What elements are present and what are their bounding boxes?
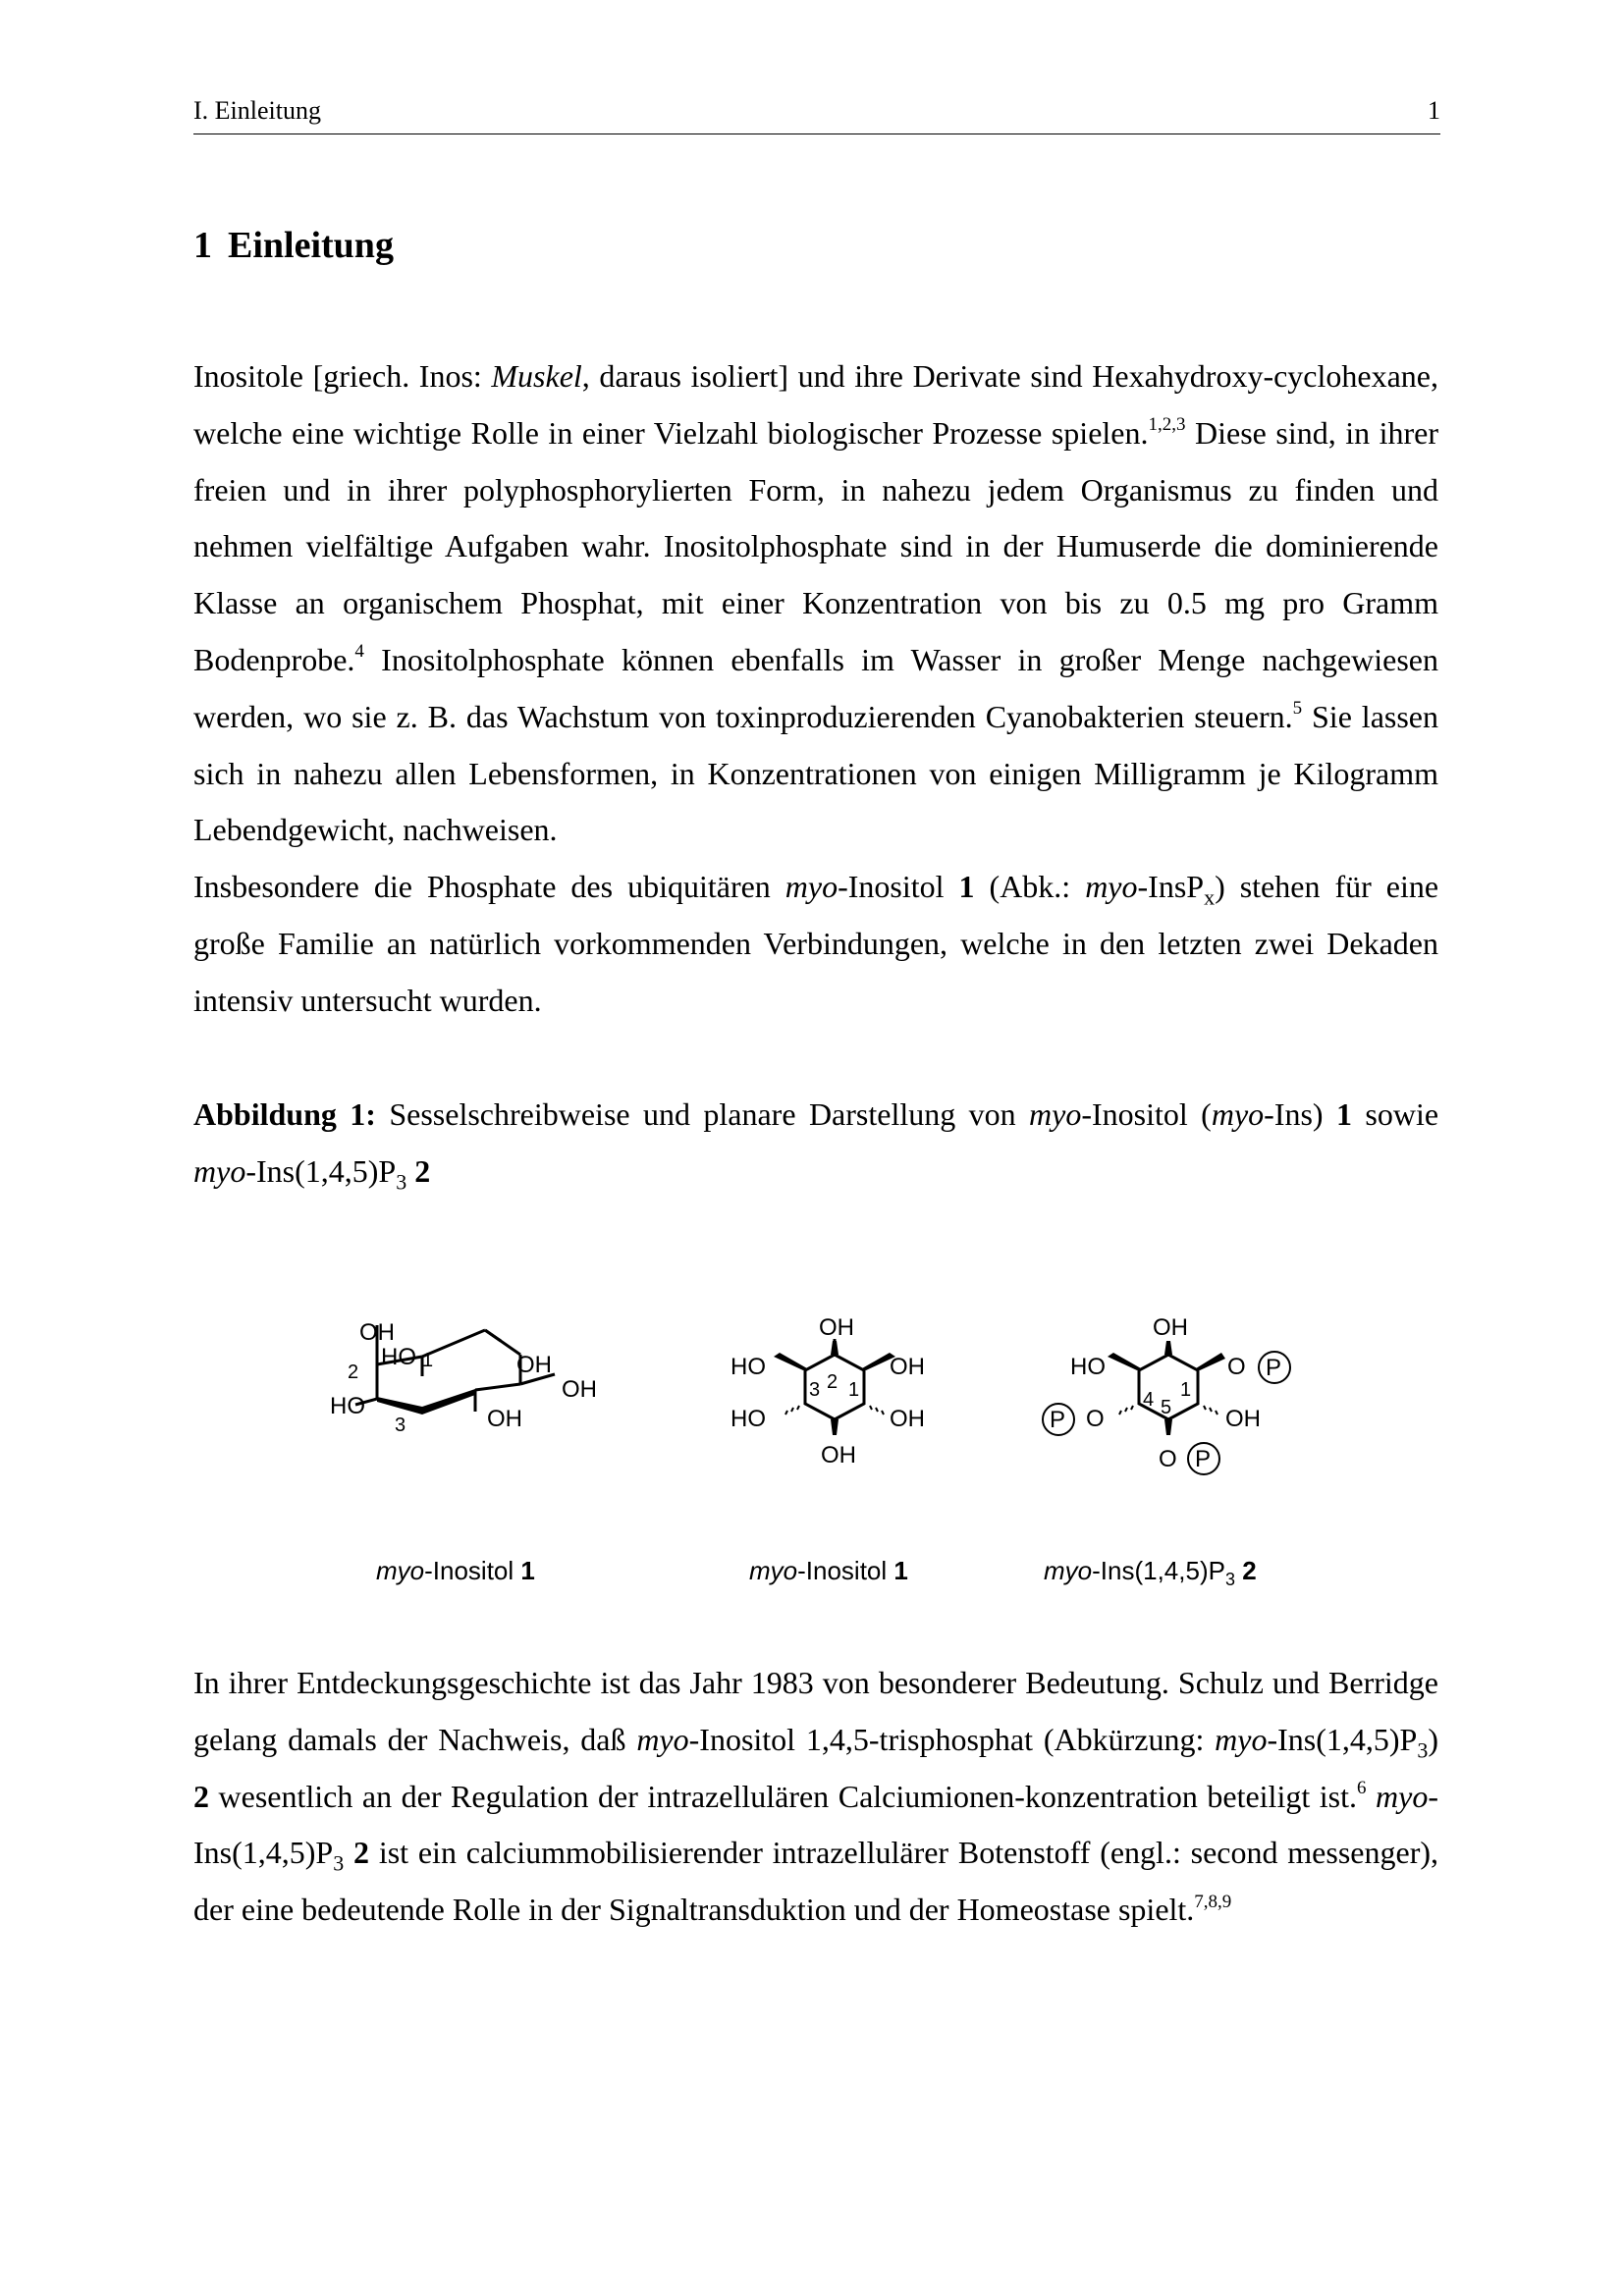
phosphate-p: P — [1050, 1407, 1066, 1433]
text-run: -Ins(1,4,5)P — [245, 1152, 397, 1189]
caption-label: Abbildung 1: — [193, 1096, 376, 1132]
text-run: -Inositol — [838, 869, 959, 904]
text-run: Sie lassen sich in nahezu allen Lebensformen, in Konzentrationen von einigen Milligramm je Kilogramm Lebendgewicht, nachweisen. — [193, 698, 1438, 848]
text-italic: myo — [1215, 1721, 1268, 1757]
atom-o: O — [1086, 1406, 1105, 1432]
text-run: -Inositol — [797, 1556, 894, 1585]
text-run: ) — [1428, 1721, 1438, 1757]
text-run: sowie — [1351, 1096, 1439, 1132]
compound-number: 2 — [414, 1152, 431, 1189]
text-run: Sesselschreibweise und planare Darstellung von — [375, 1096, 1030, 1132]
text-run — [1367, 1779, 1377, 1814]
atom-oh: OH — [890, 1406, 925, 1432]
text-italic: myo — [1029, 1096, 1082, 1132]
trisphosphate-wedge — [1108, 1353, 1141, 1370]
paragraph-myo-inositol — [193, 859, 1438, 1029]
text-run: Inositolphosphate können ebenfalls im Wasser in großer Menge nachgewiesen werden, wo sie z. B. das Wachstum von toxinproduzierenden Cyanobakterien steuern. — [193, 641, 1438, 734]
citation-ref: 1,2,3 — [1148, 414, 1186, 436]
text-run: -InsP — [1137, 869, 1205, 904]
atom-oh: OH — [1225, 1406, 1261, 1432]
chapter-title-text: Einleitung — [228, 225, 394, 266]
locant: 2 — [348, 1362, 359, 1383]
locant: 3 — [809, 1379, 821, 1401]
chair-wedge-front-left — [377, 1397, 422, 1415]
atom-oh: OH — [359, 1319, 395, 1346]
locant: 4 — [1143, 1389, 1155, 1411]
text-italic: Muskel — [491, 358, 582, 394]
figure-caption — [193, 1087, 1438, 1201]
compound-number: 2 — [1242, 1556, 1257, 1585]
text-run: -Ins(1,4,5)P — [193, 1778, 1439, 1871]
text-run: -Inositol ( — [1081, 1096, 1212, 1132]
compound-number: 2 — [193, 1778, 209, 1814]
compound-number: 1 — [1335, 1096, 1352, 1132]
text-run: ist ein calciummobilisierender intrazellulärer Botenstoff (engl.: second messenger), der eine bedeutende Rolle in der Signaltransduktion und der Homeostase spielt. — [193, 1835, 1438, 1928]
text-italic: myo — [636, 1721, 689, 1757]
figure-structures — [0, 1276, 1623, 1620]
subscript: 3 — [1417, 1737, 1429, 1763]
text-italic: myo — [784, 869, 839, 904]
text-run: (Abk.: — [974, 869, 1086, 904]
structure-label-planar — [749, 1556, 908, 1586]
subscript: x — [1204, 884, 1216, 910]
phosphate-p: P — [1266, 1355, 1282, 1381]
locant: 2 — [827, 1371, 839, 1393]
phosphate-p: P — [1195, 1446, 1212, 1472]
text-run: wesentlich an der Regulation der intrazellulären Calciumionen-konzentration beteiligt ist. — [209, 1778, 1357, 1814]
locant: 1 — [422, 1350, 434, 1371]
compound-number: 1 — [520, 1556, 535, 1585]
compound-number: 1 — [893, 1556, 908, 1585]
atom-ho: HO — [730, 1354, 766, 1380]
text-run: Inositole [griech. Inos: — [193, 358, 492, 394]
atom-oh: OH — [562, 1376, 597, 1403]
compound-number: 2 — [353, 1835, 370, 1871]
atom-oh: OH — [819, 1314, 854, 1341]
paragraph-inositol-intro — [193, 348, 1438, 859]
text-run: -Ins(1,4,5)P — [1267, 1721, 1418, 1757]
locant: 1 — [1180, 1379, 1192, 1401]
locant: 3 — [395, 1415, 406, 1436]
text-italic: myo — [376, 1556, 425, 1585]
atom-oh: OH — [487, 1406, 522, 1432]
text-italic: myo — [193, 1152, 246, 1189]
text-italic: myo — [1044, 1556, 1093, 1585]
subscript: 3 — [396, 1169, 407, 1195]
trisphosphate-wedge — [1164, 1341, 1172, 1355]
text-run: In ihrer Entdeckungsgeschichte ist das Jahr 1983 von besonderer Bedeutung. Schulz und Berridge gelang damals der Nachweis, daß — [193, 1665, 1438, 1757]
atom-ho: HO — [381, 1344, 416, 1370]
text-italic: myo — [749, 1556, 798, 1585]
atom-oh: OH — [821, 1442, 856, 1468]
chapter-heading — [193, 224, 394, 267]
locant: 1 — [848, 1379, 860, 1401]
text-run: -Ins(1,4,5)P — [1092, 1556, 1225, 1585]
citation-ref: 7,8,9 — [1194, 1891, 1232, 1912]
structure-drawings — [0, 1276, 1623, 1561]
structure-label-trisphosphate — [1044, 1556, 1257, 1590]
subscript: 3 — [1224, 1570, 1235, 1590]
trisphosphate-wedge — [1196, 1353, 1225, 1370]
citation-ref: 4 — [354, 641, 364, 663]
atom-oh: OH — [516, 1352, 552, 1378]
chapter-number: 1 — [193, 225, 212, 266]
atom-ho: HO — [730, 1406, 766, 1432]
compound-number: 1 — [958, 869, 975, 904]
atom-o: O — [1227, 1354, 1246, 1380]
planar-hash-bonds — [785, 1406, 884, 1415]
atom-oh: OH — [890, 1354, 925, 1380]
text-run: ) stehen für eine große Familie an natürlich vorkommenden Verbindungen, welche in den letzten zwei Dekaden intensiv untersucht wurden. — [193, 869, 1439, 1018]
subscript: 3 — [333, 1850, 345, 1876]
text-italic: myo — [1085, 869, 1138, 904]
paragraph-discovery-history — [193, 1655, 1438, 1939]
text-run: -Inositol — [424, 1556, 521, 1585]
atom-ho: HO — [330, 1393, 365, 1419]
header-page-number: 1 — [1428, 96, 1440, 125]
header-section-title: I. Einleitung — [193, 96, 321, 125]
text-run: Diese sind, in ihrer freien und in ihrer polyphosphorylierten Form, in nahezu jedem Organismus zu finden und nehmen vielfältige Aufgaben wahr. Inositolphosphate sind in der Humuserde die dominierende Klasse an organischem Phosphat, mit einer Konzentration von bis zu 0.5 mg pro Gramm Bodenprobe. — [193, 414, 1439, 677]
text-run: Insbesondere die Phosphate des ubiquitären — [193, 869, 785, 904]
text-run: , daraus isoliert] und ihre Derivate sind Hexahydroxy-cyclohexane, welche eine wichtige Rolle in einer Vielzahl biologischer Prozesse spielen. — [193, 358, 1439, 451]
planar-wedge — [831, 1419, 839, 1435]
planar-wedge — [831, 1341, 839, 1355]
text-run: -Ins) — [1264, 1096, 1336, 1132]
atom-ho: HO — [1070, 1354, 1106, 1380]
citation-ref: 5 — [1292, 698, 1303, 720]
text-run: -Inositol 1,4,5-trisphosphat (Abkürzung: — [688, 1721, 1216, 1757]
trisphosphate-wedge — [1164, 1419, 1172, 1435]
citation-ref: 6 — [1357, 1777, 1367, 1798]
chair-wedge-front-right — [422, 1389, 475, 1415]
atom-oh: OH — [1153, 1314, 1188, 1341]
running-header — [193, 96, 1440, 134]
text-italic: myo — [1211, 1096, 1265, 1132]
structure-label-chair — [376, 1556, 535, 1586]
locant: 5 — [1161, 1397, 1172, 1418]
text-italic: myo — [1376, 1778, 1429, 1814]
planar-wedge — [774, 1353, 807, 1370]
atom-o: O — [1159, 1446, 1177, 1472]
